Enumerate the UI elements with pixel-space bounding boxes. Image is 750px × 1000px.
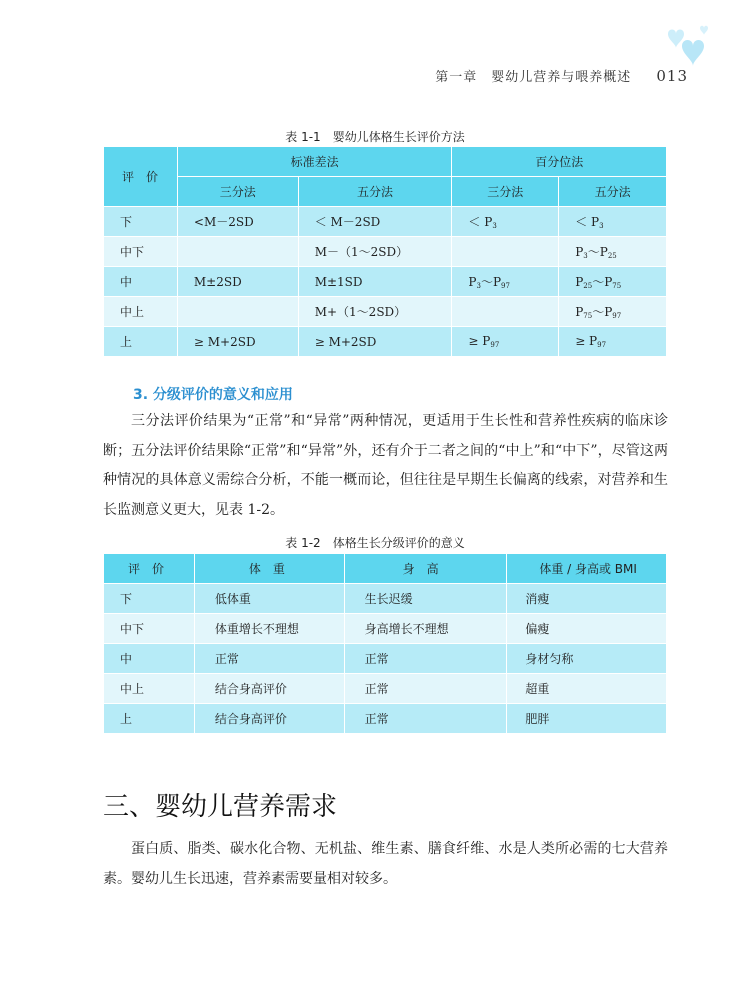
cell: 超重 [507,674,667,704]
cell: 结合身高评价 [194,704,344,734]
table1-caption: 表 1-1 婴幼儿体格生长评价方法 [285,130,465,144]
growth-grade-table [103,553,667,734]
row-label: 中 [104,644,195,674]
cell: $P_3\sim P_{97}$ [452,267,559,297]
running-header [435,66,688,85]
sub-header: 三分法 [452,177,559,207]
row-label: 下 [104,207,178,237]
cell: M+（1～2SD） [298,297,452,327]
cell: 身高增长不理想 [344,614,507,644]
cell: ＜ M－2SD [298,207,452,237]
cell: ≥ $P_{97}$ [452,327,559,357]
cell: 正常 [194,644,344,674]
row-label: 中 [104,267,178,297]
sub-header: 五分法 [298,177,452,207]
cell [452,297,559,327]
table-row [104,584,667,614]
cell: $P_{75}\sim P_{97}$ [559,297,667,327]
row-label: 下 [104,584,195,614]
chapter-section-heading: 三、婴幼儿营养需求 [103,792,338,822]
sd-method-header: 标准差法 [177,147,452,177]
header-cell: 评 价 [104,554,195,584]
page-number: 013 [656,67,688,85]
sub-header: 三分法 [177,177,298,207]
table-row [104,614,667,644]
chapter-title: 第一章 婴幼儿营养与喂养概述 [435,70,632,85]
table-row [104,704,667,734]
cell: ≥ M+2SD [177,327,298,357]
row-label: 中上 [104,297,178,327]
cell: 身材匀称 [507,644,667,674]
header-cell: 身 高 [344,554,507,584]
cell [452,237,559,267]
row-label: 上 [104,327,178,357]
cell: ≥ $P_{97}$ [559,327,667,357]
cell: 正常 [344,704,507,734]
row-label: 中上 [104,674,195,704]
row-label: 上 [104,704,195,734]
table-row [104,327,667,357]
cell: 消瘦 [507,584,667,614]
corner-header: 评 价 [104,147,178,207]
cell: 体重增长不理想 [194,614,344,644]
cell: $P_3\sim P_{25}$ [559,237,667,267]
cell: 偏瘦 [507,614,667,644]
cell [177,237,298,267]
cell: M±1SD [298,267,452,297]
table-row [104,674,667,704]
section-paragraph: 三分法评价结果为“正常”和“异常”两种情况，更适用于生长性和营养性疾病的临床诊断；五分法评价结果除“正常”和“异常”外，还有介于二者之间的“中上”和“中下”，尽管这两种情况的具体意义需综合分析，不能一概而论，但往往是早期生长偏离的线索，对营养和生长监测意义更大，见表 1-2。 [103,413,668,518]
table-row [104,297,667,327]
table-row [104,644,667,674]
header-cell: 体重 / 身高或 BMI [507,554,667,584]
cell: ＜ $P_3$ [559,207,667,237]
cell: ≥ M+2SD [298,327,452,357]
cell: M－（1～2SD） [298,237,452,267]
table-row [104,267,667,297]
chapter-paragraph: 蛋白质、脂类、碳水化合物、无机盐、维生素、膳食纤维、水是人类所必需的七大营养素。婴幼儿生长迅速，营养素需要量相对较多。 [103,841,668,887]
table-row [104,237,667,267]
section-heading: 3. 分级评价的意义和应用 [133,387,293,403]
row-label: 中下 [104,237,178,267]
cell: 正常 [344,644,507,674]
cell: 低体重 [194,584,344,614]
cell [177,297,298,327]
cell: $P_{25}\sim P_{75}$ [559,267,667,297]
cell: 生长迟缓 [344,584,507,614]
cell: 结合身高评价 [194,674,344,704]
cell: ＜ $P_3$ [452,207,559,237]
sub-header: 五分法 [559,177,667,207]
cell: 正常 [344,674,507,704]
cell: <M－2SD [177,207,298,237]
growth-evaluation-table [103,146,667,357]
header-cell: 体 重 [194,554,344,584]
cell: 肥胖 [507,704,667,734]
percentile-method-header: 百分位法 [452,147,667,177]
hearts-decoration-icon [660,20,720,70]
table-row [104,207,667,237]
cell: M±2SD [177,267,298,297]
table2-caption: 表 1-2 体格生长分级评价的意义 [285,536,465,550]
row-label: 中下 [104,614,195,644]
